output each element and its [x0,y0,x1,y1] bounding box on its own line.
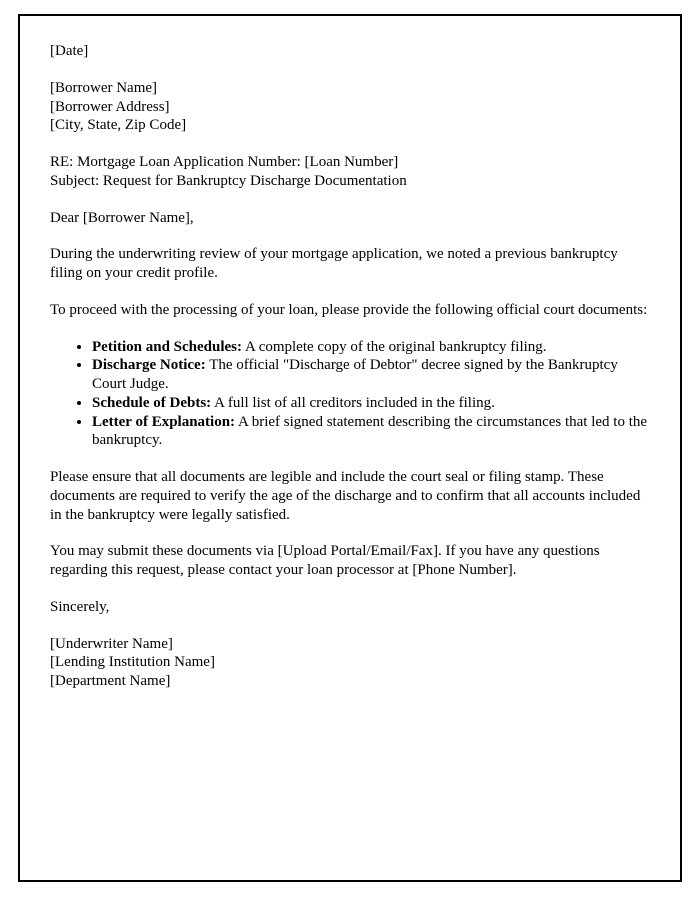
letter-content [20,16,680,739]
list-item [92,413,650,451]
required-documents-list [50,338,650,451]
date-line: [Date] [50,43,89,59]
signature-underwriter-line: [Underwriter Name] [50,635,173,652]
closing: Sincerely, [50,598,110,615]
bullet-text: The official "Discharge of Debtor" decree signed by the Bankruptcy Court Judge. [92,357,618,392]
bullet-label: Letter of Explanation: [92,413,236,430]
recipient-name-line: [Borrower Name] [50,79,158,96]
letter-page [18,14,682,882]
subject-line: Subject: Request for Bankruptcy Discharge Documentation [50,172,407,189]
list-item [92,338,650,357]
reference-block [50,153,650,191]
recipient-city-line: [City, State, Zip Code] [50,117,187,134]
list-item [92,394,650,413]
bullet-text: A full list of all creditors included in the filing. [211,394,495,411]
paragraph-submit: You may submit these documents via [Upload Portal/Email/Fax]. If you have any questions regarding this request, please contact your loan processor at [Phone Number]. [50,543,600,578]
paragraph-request: To proceed with the processing of your loan, please provide the following official court documents: [50,301,648,318]
signature-institution-line: [Lending Institution Name] [50,654,215,671]
paragraph-legibility: Please ensure that all documents are legible and include the court seal or filing stamp. These documents are required to verify the age of the discharge and to confirm that all accounts included in the bankruptcy were legally satisfied. [50,469,641,523]
bullet-label: Petition and Schedules: [92,338,243,355]
recipient-address-line: [Borrower Address] [50,98,170,115]
salutation: Dear [Borrower Name], [50,209,194,226]
list-item [92,356,650,394]
paragraph-intro: During the underwriting review of your mortgage application, we noted a previous bankruptcy filing on your credit profile. [50,246,618,281]
bullet-label: Schedule of Debts: [92,394,212,411]
recipient-address-block [50,79,650,135]
bullet-label: Discharge Notice: [92,357,206,374]
bullet-text: A complete copy of the original bankruptcy filing. [242,338,547,355]
signature-department-line: [Department Name] [50,673,171,689]
bullet-text: A brief signed statement describing the circumstances that led to the bankruptcy. [92,413,648,449]
signature-block [50,635,650,691]
re-line: RE: Mortgage Loan Application Number: [Loan Number] [50,154,399,170]
